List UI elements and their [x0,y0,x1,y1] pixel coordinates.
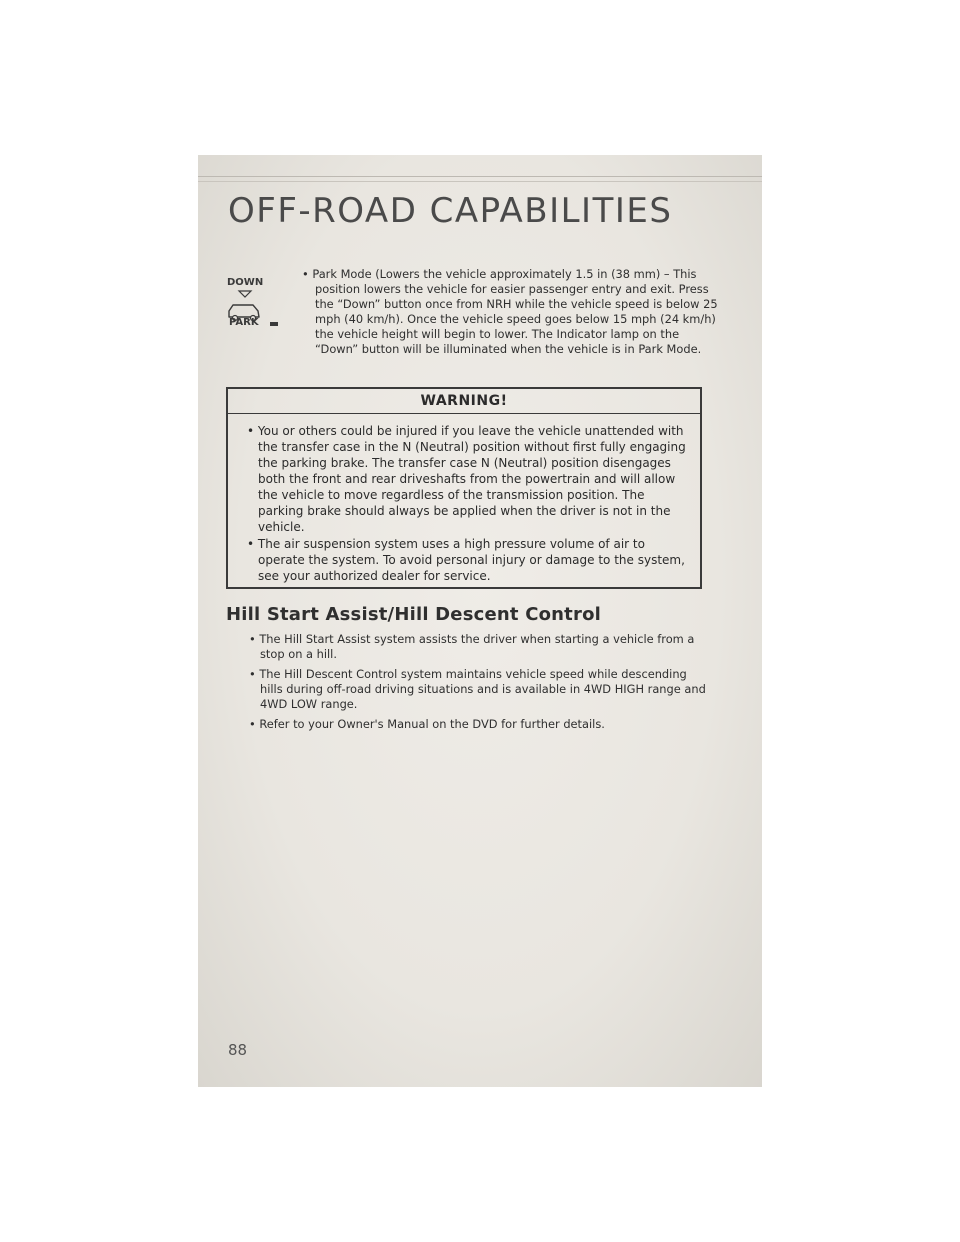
warning-list [228,423,700,584]
hill-item: • The Hill Start Assist system assists the driver when starting a vehicle from a stop on a hill. [249,632,695,661]
header-rule-top [198,176,762,177]
header-rule-bottom [198,181,762,182]
hill-item: • Refer to your Owner's Manual on the DVD for further details. [249,717,605,731]
manual-page [198,155,762,1087]
warning-item: • You or others could be injured if you leave the vehicle unattended with the transfer case in the N (Neutral) position without first fully engaging the parking brake. The transfer case N (Neutral) position disengages both the front and rear driveshafts from the powertrain and will allow the vehicle to move regardless of the transmission position. The parking brake should always be applied when the driver is not in the vehicle. [247,424,686,534]
warning-box [226,387,702,589]
warning-title: WARNING! [228,389,700,414]
down-label: DOWN [227,277,264,288]
warning-item: • The air suspension system uses a high pressure volume of air to operate the system. To avoid personal injury or damage to the system, see your authorized dealer for service. [247,537,685,583]
page-number: 88 [228,1041,248,1059]
hill-control-heading: Hill Start Assist/Hill Descent Control [226,604,602,625]
hill-control-list [240,632,710,737]
park-label: PARK [229,317,259,328]
park-mode-icon [225,277,285,333]
section-title: OFF-ROAD CAPABILITIES [228,191,673,231]
hill-item: • The Hill Descent Control system maintains vehicle speed while descending hills during off-road driving situations and is available in 4WD HIGH range and 4WD LOW range. [249,667,706,711]
park-mode-description: • Park Mode (Lowers the vehicle approximately 1.5 in (38 mm) – This position lowers the vehicle for easier passenger entry and exit. Press the “Down” button once from NRH while the vehicle speed is below 25 mph (40 km/h). Once the vehicle speed goes below 15 mph (24 km/h) the vehicle height will begin to lower. The Indicator lamp on the “Down” button will be illuminated when the vehicle is in Park Mode. [302,267,718,356]
